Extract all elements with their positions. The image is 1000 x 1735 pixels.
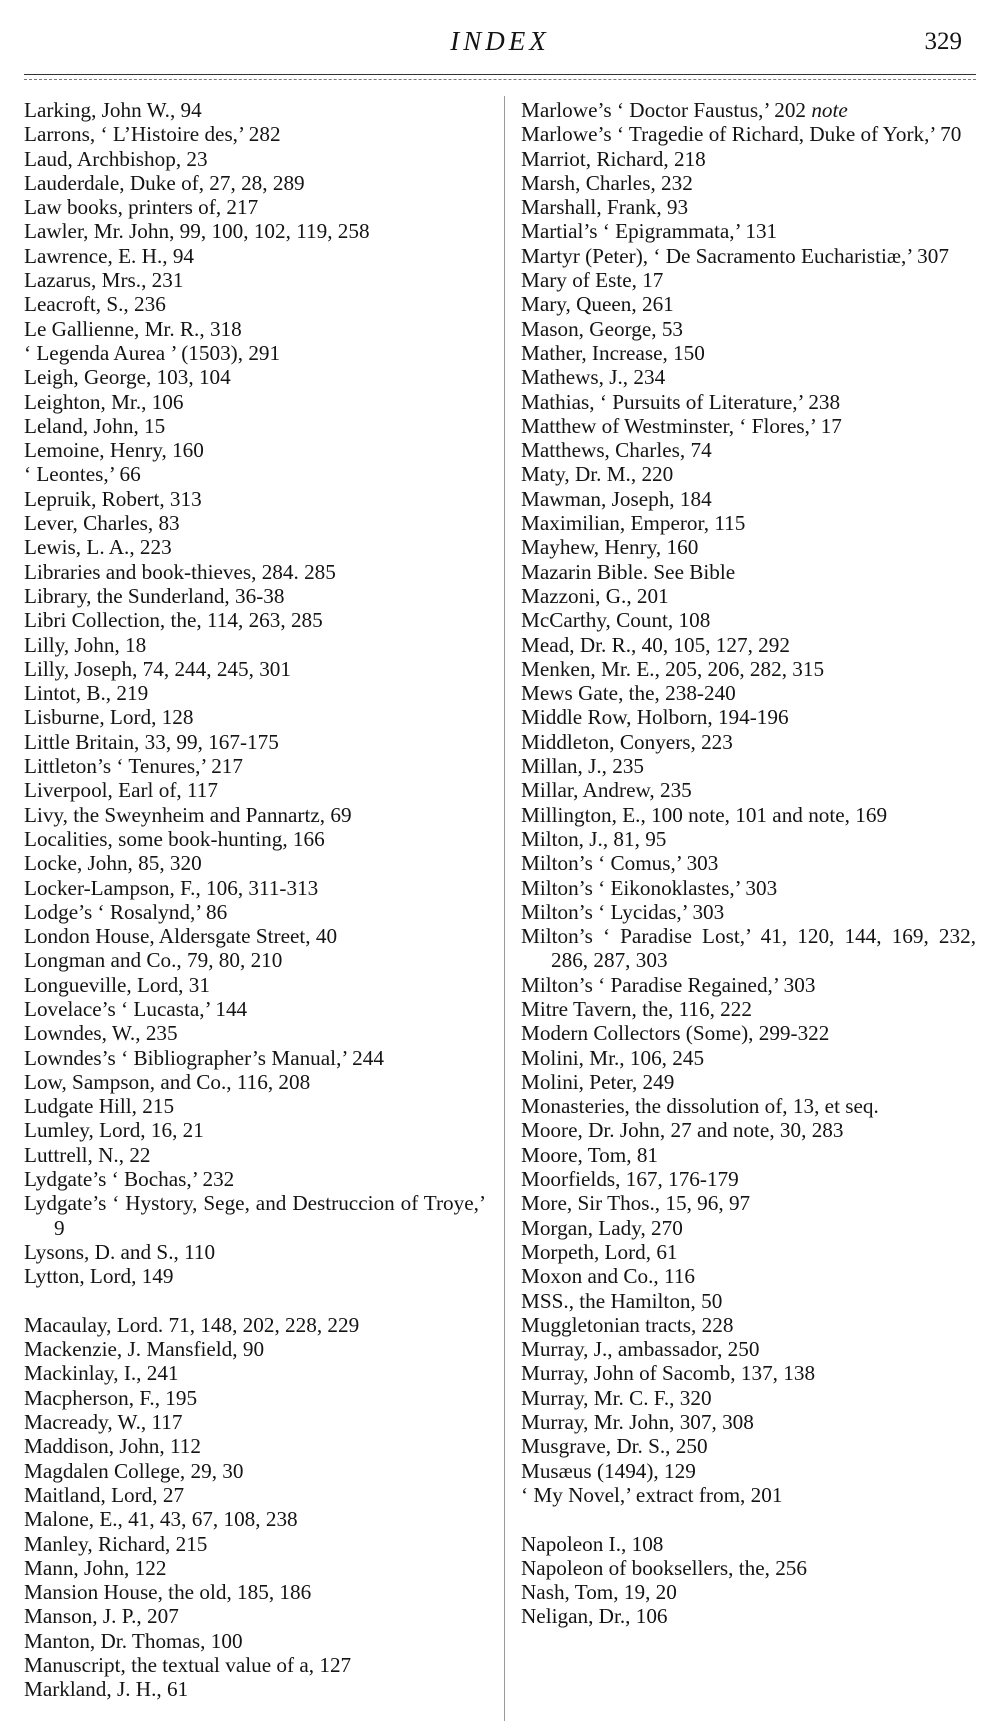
index-entry xyxy=(24,876,486,900)
index-entry-text: Lauderdale, Duke of, 27, 28, 289 xyxy=(24,170,305,195)
index-entry xyxy=(521,1191,976,1215)
index-entry xyxy=(24,171,486,195)
index-entry xyxy=(24,681,486,705)
index-entry xyxy=(24,1556,486,1580)
index-entry xyxy=(521,1361,976,1385)
index-entry-text: Murray, J., ambassador, 250 xyxy=(521,1337,760,1362)
index-entry xyxy=(24,195,486,219)
index-entry-text: Milton’s ‘ Comus,’ 303 xyxy=(521,851,719,876)
index-entry xyxy=(24,997,486,1021)
index-entry xyxy=(24,1386,486,1410)
index-entry xyxy=(521,1507,976,1531)
index-entry xyxy=(24,1507,486,1531)
index-entry xyxy=(24,1143,486,1167)
index-entry-text: Larrons, ‘ L’Histoire des,’ 282 xyxy=(24,122,281,147)
index-entry-text: Markland, J. H., 61 xyxy=(24,1677,189,1702)
index-entry-text: Menken, Mr. E., 205, 206, 282, 315 xyxy=(521,656,825,681)
index-entry-text: Laud, Archbishop, 23 xyxy=(24,146,208,171)
index-entry xyxy=(24,1289,486,1313)
index-entry xyxy=(24,633,486,657)
index-entry xyxy=(24,98,486,122)
index-entry-text: Nash, Tom, 19, 20 xyxy=(521,1580,677,1605)
index-entry-text: Lodge’s ‘ Rosalynd,’ 86 xyxy=(24,899,228,924)
index-entry-text: Mary of Este, 17 xyxy=(521,268,664,293)
index-entry xyxy=(521,268,976,292)
index-entry-text: Leigh, George, 103, 104 xyxy=(24,365,231,390)
index-entry xyxy=(521,317,976,341)
index-entry-text: Mazarin Bible. See Bible xyxy=(521,559,736,584)
index-entry xyxy=(24,803,486,827)
index-entry-text: Napoleon I., 108 xyxy=(521,1531,664,1556)
index-entry xyxy=(24,584,486,608)
index-entry-text: Musæus (1494), 129 xyxy=(521,1458,696,1483)
index-entry-text: Larking, John W., 94 xyxy=(24,98,202,122)
index-entry-text: Middle Row, Holborn, 194-196 xyxy=(521,705,789,730)
index-entry xyxy=(24,1677,486,1701)
index-entry xyxy=(521,827,976,851)
index-entry xyxy=(521,341,976,365)
index-entry-text: Lever, Charles, 83 xyxy=(24,511,180,536)
index-entry xyxy=(24,292,486,316)
index-entry-text: Lowndes, W., 235 xyxy=(24,1021,178,1046)
index-entry-text: Leland, John, 15 xyxy=(24,413,166,438)
index-entry-text: Little Britain, 33, 99, 167-175 xyxy=(24,729,279,754)
index-entry xyxy=(24,535,486,559)
index-entry xyxy=(521,705,976,729)
index-entry xyxy=(521,1532,976,1556)
index-entry xyxy=(24,1434,486,1458)
index-entry-text: Martial’s ‘ Epigrammata,’ 131 xyxy=(521,219,778,244)
index-entry-text: Manton, Dr. Thomas, 100 xyxy=(24,1628,243,1653)
index-entry-text: Manuscript, the textual value of a, 127 xyxy=(24,1653,352,1677)
index-entry-text: Moore, Tom, 81 xyxy=(521,1142,659,1167)
index-entry-text: Murray, Mr. John, 307, 308 xyxy=(521,1410,754,1435)
index-entry-text: Macpherson, F., 195 xyxy=(24,1385,198,1410)
index-entry-text: Marsh, Charles, 232 xyxy=(521,170,693,195)
index-entry-text: Maddison, John, 112 xyxy=(24,1434,201,1459)
index-entry xyxy=(24,754,486,778)
index-entry xyxy=(521,122,976,146)
index-entry-text: Longueville, Lord, 31 xyxy=(24,972,210,997)
index-entry-text: Modern Collectors (Some), 299-322 xyxy=(521,1021,830,1046)
index-entry xyxy=(24,1653,486,1677)
index-entry-text: Mayhew, Henry, 160 xyxy=(521,535,699,560)
index-entry xyxy=(24,438,486,462)
index-entry-text: Milton’s ‘ Paradise Lost,’ 41, 120, 144, 169, 232, 286, 287, 303 xyxy=(521,924,976,973)
index-entry xyxy=(521,219,976,243)
index-entry xyxy=(521,1556,976,1580)
index-entry xyxy=(521,778,976,802)
page-number: 329 xyxy=(924,28,962,55)
index-entry-text: Marriot, Richard, 218 xyxy=(521,146,706,171)
index-entry-text: Luttrell, N., 22 xyxy=(24,1142,151,1167)
index-entry-text: Liverpool, Earl of, 117 xyxy=(24,778,218,803)
index-entry-text: Milton’s ‘ Lycidas,’ 303 xyxy=(521,899,725,924)
index-entry-text: Library, the Sunderland, 36-38 xyxy=(24,583,285,608)
index-entry-text: Libri Collection, the, 114, 263, 285 xyxy=(24,608,323,633)
index-entry-text: Lintot, B., 219 xyxy=(24,681,149,706)
index-entry-text: Lepruik, Robert, 313 xyxy=(24,486,202,511)
index-entry xyxy=(24,122,486,146)
index-entry-text: Lazarus, Mrs., 231 xyxy=(24,268,184,293)
index-entry xyxy=(24,147,486,171)
index-entry xyxy=(521,1459,976,1483)
index-entry xyxy=(521,1094,976,1118)
index-entry xyxy=(24,657,486,681)
index-entry xyxy=(24,608,486,632)
index-entry-text: Lilly, Joseph, 74, 244, 245, 301 xyxy=(24,656,291,681)
index-entry xyxy=(521,657,976,681)
index-entry-text: Matthews, Charles, 74 xyxy=(521,438,712,463)
index-entry-text: Mackenzie, J. Mansfield, 90 xyxy=(24,1337,265,1362)
index-entry-text: Morpeth, Lord, 61 xyxy=(521,1239,678,1264)
index-entry-text: Magdalen College, 29, 30 xyxy=(24,1458,244,1483)
index-entry-text: Mary, Queen, 261 xyxy=(521,292,674,317)
index-entry xyxy=(24,948,486,972)
index-entry-text: Mann, John, 122 xyxy=(24,1555,167,1580)
index-entry-text: Neligan, Dr., 106 xyxy=(521,1604,668,1629)
index-entry xyxy=(24,560,486,584)
index-entry-text: Marshall, Frank, 93 xyxy=(521,195,689,220)
index-entry xyxy=(521,1240,976,1264)
index-entry-text: Moxon and Co., 116 xyxy=(521,1264,696,1289)
index-entry-text: Mead, Dr. R., 40, 105, 127, 292 xyxy=(521,632,790,657)
index-entry xyxy=(521,1313,976,1337)
index-entry-text: Murray, Mr. C. F., 320 xyxy=(521,1385,712,1410)
index-entry xyxy=(521,1386,976,1410)
index-entry xyxy=(521,973,976,997)
index-entry xyxy=(521,681,976,705)
index-entry xyxy=(24,1021,486,1045)
index-entry-text: Leighton, Mr., 106 xyxy=(24,389,184,414)
index-entry-text: Mazzoni, G., 201 xyxy=(521,583,669,608)
index-entry xyxy=(521,487,976,511)
index-entry-text: Milton, J., 81, 95 xyxy=(521,826,667,851)
index-entry-text: Livy, the Sweynheim and Pannartz, 69 xyxy=(24,802,352,827)
index-entry xyxy=(24,1604,486,1628)
index-entry xyxy=(24,390,486,414)
index-entry-text: Musgrave, Dr. S., 250 xyxy=(521,1434,708,1459)
index-entry xyxy=(521,1167,976,1191)
index-entry-text: Lisburne, Lord, 128 xyxy=(24,705,194,730)
index-entry-text: Mackinlay, I., 241 xyxy=(24,1361,179,1386)
index-entry-text: Lydgate’s ‘ Hystory, Sege, and Destruccion of Troye,’ 9 xyxy=(24,1191,486,1240)
index-entry-text: Mitre Tavern, the, 116, 222 xyxy=(521,996,752,1021)
index-entry-text: Mather, Increase, 150 xyxy=(521,340,705,365)
index-entry-text: ‘ Legenda Aurea ’ (1503), 291 xyxy=(24,340,281,365)
index-entry-text: Lawler, Mr. John, 99, 100, 102, 119, 258 xyxy=(24,219,370,244)
index-entry xyxy=(521,390,976,414)
index-entry-text: Le Gallienne, Mr. R., 318 xyxy=(24,316,242,341)
index-entry xyxy=(24,851,486,875)
index-entry xyxy=(521,876,976,900)
index-entry-text: Locke, John, 85, 320 xyxy=(24,851,202,876)
index-entry xyxy=(521,560,976,584)
index-entry-text: Lawrence, E. H., 94 xyxy=(24,243,195,268)
index-entry-text: Mathias, ‘ Pursuits of Literature,’ 238 xyxy=(521,389,841,414)
index-entry-text: Millar, Andrew, 235 xyxy=(521,778,692,803)
index-entry xyxy=(24,1361,486,1385)
index-entry-text: Macaulay, Lord. 71, 148, 202, 228, 229 xyxy=(24,1312,360,1337)
index-entry-text: Lytton, Lord, 149 xyxy=(24,1264,174,1289)
index-entry-text: Maitland, Lord, 27 xyxy=(24,1482,185,1507)
index-entry xyxy=(521,1118,976,1142)
index-entry-text: Low, Sampson, and Co., 116, 208 xyxy=(24,1069,311,1094)
index-entry-text: Longman and Co., 79, 80, 210 xyxy=(24,948,283,973)
index-entry xyxy=(521,147,976,171)
index-entry-text: Mansion House, the old, 185, 186 xyxy=(24,1580,312,1605)
index-entry xyxy=(24,487,486,511)
index-entry-text: Muggletonian tracts, 228 xyxy=(521,1312,734,1337)
index-entry xyxy=(24,900,486,924)
index-entry xyxy=(24,341,486,365)
index-entry xyxy=(24,365,486,389)
index-entry xyxy=(521,608,976,632)
index-entry xyxy=(521,997,976,1021)
index-entry-text: London House, Aldersgate Street, 40 xyxy=(24,924,338,949)
index-entry xyxy=(521,584,976,608)
index-entry xyxy=(521,1046,976,1070)
index-entry-text: Mawman, Joseph, 184 xyxy=(521,486,712,511)
index-entry xyxy=(521,292,976,316)
index-entry-text: Lydgate’s ‘ Bochas,’ 232 xyxy=(24,1167,235,1192)
index-entry-text: Milton’s ‘ Eikonoklastes,’ 303 xyxy=(521,875,778,900)
index-entry xyxy=(24,1240,486,1264)
index-entry xyxy=(521,851,976,875)
index-entry xyxy=(521,633,976,657)
index-entry xyxy=(24,462,486,486)
index-entry-text: Middleton, Conyers, 223 xyxy=(521,729,733,754)
index-entry xyxy=(24,1629,486,1653)
index-entry xyxy=(24,1483,486,1507)
index-entry-text: Ludgate Hill, 215 xyxy=(24,1094,175,1119)
index-entry-text: Mason, George, 53 xyxy=(521,316,684,341)
index-entry xyxy=(24,924,486,948)
index-entry xyxy=(521,1216,976,1240)
index-entry-text: Marlowe’s ‘ Tragedie of Richard, Duke of York,’ 70 xyxy=(521,122,962,147)
index-entry-text: Mews Gate, the, 238-240 xyxy=(521,681,736,706)
index-entry xyxy=(24,1410,486,1434)
index-entry-text: Manley, Richard, 215 xyxy=(24,1531,208,1556)
index-entry-text: McCarthy, Count, 108 xyxy=(521,608,711,633)
index-entry-text: Maximilian, Emperor, 115 xyxy=(521,511,746,536)
index-column-right xyxy=(521,98,976,1629)
index-entry-text: Maty, Dr. M., 220 xyxy=(521,462,674,487)
index-entry xyxy=(521,1143,976,1167)
index-entry xyxy=(521,924,976,973)
index-entry xyxy=(521,803,976,827)
index-entry xyxy=(521,195,976,219)
running-head xyxy=(0,26,1000,66)
header-rule-secondary xyxy=(24,79,976,80)
index-entry-text: Matthew of Westminster, ‘ Flores,’ 17 xyxy=(521,413,842,438)
index-entry-text: Manson, J. P., 207 xyxy=(24,1604,179,1629)
index-entry-text: Marlowe’s ‘ Doctor Faustus,’ 202 xyxy=(521,98,812,122)
index-entry-text: Libraries and book-thieves, 284. 285 xyxy=(24,559,336,584)
index-entry xyxy=(521,171,976,195)
index-entry-text: Murray, John of Sacomb, 137, 138 xyxy=(521,1361,816,1386)
index-entry-text: Littleton’s ‘ Tenures,’ 217 xyxy=(24,754,243,779)
index-entry xyxy=(521,365,976,389)
index-entry xyxy=(521,1070,976,1094)
index-column-left xyxy=(24,98,486,1702)
index-entry-text: Milton’s ‘ Paradise Regained,’ 303 xyxy=(521,972,816,997)
index-entry-text: Molini, Peter, 249 xyxy=(521,1069,675,1094)
index-entry xyxy=(24,219,486,243)
index-entry xyxy=(521,1337,976,1361)
index-entry-text: ‘ Leontes,’ 66 xyxy=(24,462,141,487)
index-entry xyxy=(521,462,976,486)
index-entry xyxy=(24,1580,486,1604)
index-entry xyxy=(24,1337,486,1361)
index-entry xyxy=(24,973,486,997)
index-entry xyxy=(521,730,976,754)
index-entry xyxy=(24,1167,486,1191)
index-entry-text: Millington, E., 100 note, 101 and note, 169 xyxy=(521,802,888,827)
index-entry xyxy=(24,1313,486,1337)
index-entry-text: Morgan, Lady, 270 xyxy=(521,1215,683,1240)
index-entry-text: Lewis, L. A., 223 xyxy=(24,535,172,560)
index-entry-text: Lemoine, Henry, 160 xyxy=(24,438,204,463)
index-entry xyxy=(521,1483,976,1507)
index-entry xyxy=(521,535,976,559)
index-entry xyxy=(521,414,976,438)
index-entry xyxy=(24,1532,486,1556)
index-entry-text: Macready, W., 117 xyxy=(24,1410,183,1435)
index-entry-note: note xyxy=(811,98,848,122)
index-entry xyxy=(521,1289,976,1313)
index-entry xyxy=(521,98,976,122)
index-entry xyxy=(24,730,486,754)
index-entry xyxy=(24,827,486,851)
index-entry-text: MSS., the Hamilton, 50 xyxy=(521,1288,723,1313)
index-entry-text: Millan, J., 235 xyxy=(521,754,645,779)
index-entry xyxy=(521,438,976,462)
index-entry xyxy=(24,1046,486,1070)
index-entry xyxy=(24,1459,486,1483)
index-entry xyxy=(24,244,486,268)
index-entry xyxy=(24,778,486,802)
index-entry-text: Lumley, Lord, 16, 21 xyxy=(24,1118,204,1143)
index-entry xyxy=(521,1021,976,1045)
index-entry-text: Malone, E., 41, 43, 67, 108, 238 xyxy=(24,1507,298,1532)
index-entry-text: Mathews, J., 234 xyxy=(521,365,666,390)
index-entry xyxy=(24,268,486,292)
index-entry xyxy=(521,244,976,268)
index-entry xyxy=(521,754,976,778)
index-entry xyxy=(521,900,976,924)
index-entry xyxy=(24,705,486,729)
index-entry-text: Lilly, John, 18 xyxy=(24,632,147,657)
column-divider xyxy=(504,96,505,1721)
index-entry-text: Napoleon of booksellers, the, 256 xyxy=(521,1555,807,1580)
index-entry xyxy=(24,1264,486,1288)
index-entry xyxy=(521,1580,976,1604)
index-entry-text: Lowndes’s ‘ Bibliographer’s Manual,’ 244 xyxy=(24,1045,384,1070)
index-entry xyxy=(24,1118,486,1142)
index-entry-text: Lovelace’s ‘ Lucasta,’ 144 xyxy=(24,996,248,1021)
index-entry-text: Lysons, D. and S., 110 xyxy=(24,1239,216,1264)
index-entry-text: Localities, some book-hunting, 166 xyxy=(24,826,325,851)
index-entry-text: Moorfields, 167, 176-179 xyxy=(521,1167,739,1192)
index-entry-text: Molini, Mr., 106, 245 xyxy=(521,1045,705,1070)
index-entry-text: Locker-Lampson, F., 106, 311-313 xyxy=(24,875,319,900)
index-entry-text: Moore, Dr. John, 27 and note, 30, 283 xyxy=(521,1118,844,1143)
index-entry xyxy=(521,511,976,535)
index-entry xyxy=(24,414,486,438)
index-entry-text: Martyr (Peter), ‘ De Sacramento Eucharistiæ,’ 307 xyxy=(521,243,949,268)
index-entry-text: Leacroft, S., 236 xyxy=(24,292,166,317)
index-entry-text: Monasteries, the dissolution of, 13, et seq. xyxy=(521,1094,879,1119)
header-rule xyxy=(24,74,976,75)
index-entry xyxy=(24,317,486,341)
index-entry-text: ‘ My Novel,’ extract from, 201 xyxy=(521,1482,783,1507)
index-entry xyxy=(521,1264,976,1288)
index-entry-text: More, Sir Thos., 15, 96, 97 xyxy=(521,1191,751,1216)
index-entry xyxy=(521,1434,976,1458)
index-entry xyxy=(521,1410,976,1434)
page-title: INDEX xyxy=(450,26,550,56)
index-entry xyxy=(24,1191,486,1240)
index-entry-text: Law books, printers of, 217 xyxy=(24,195,259,220)
index-entry xyxy=(24,1094,486,1118)
index-entry xyxy=(24,1070,486,1094)
index-entry xyxy=(521,1604,976,1628)
index-entry xyxy=(24,511,486,535)
